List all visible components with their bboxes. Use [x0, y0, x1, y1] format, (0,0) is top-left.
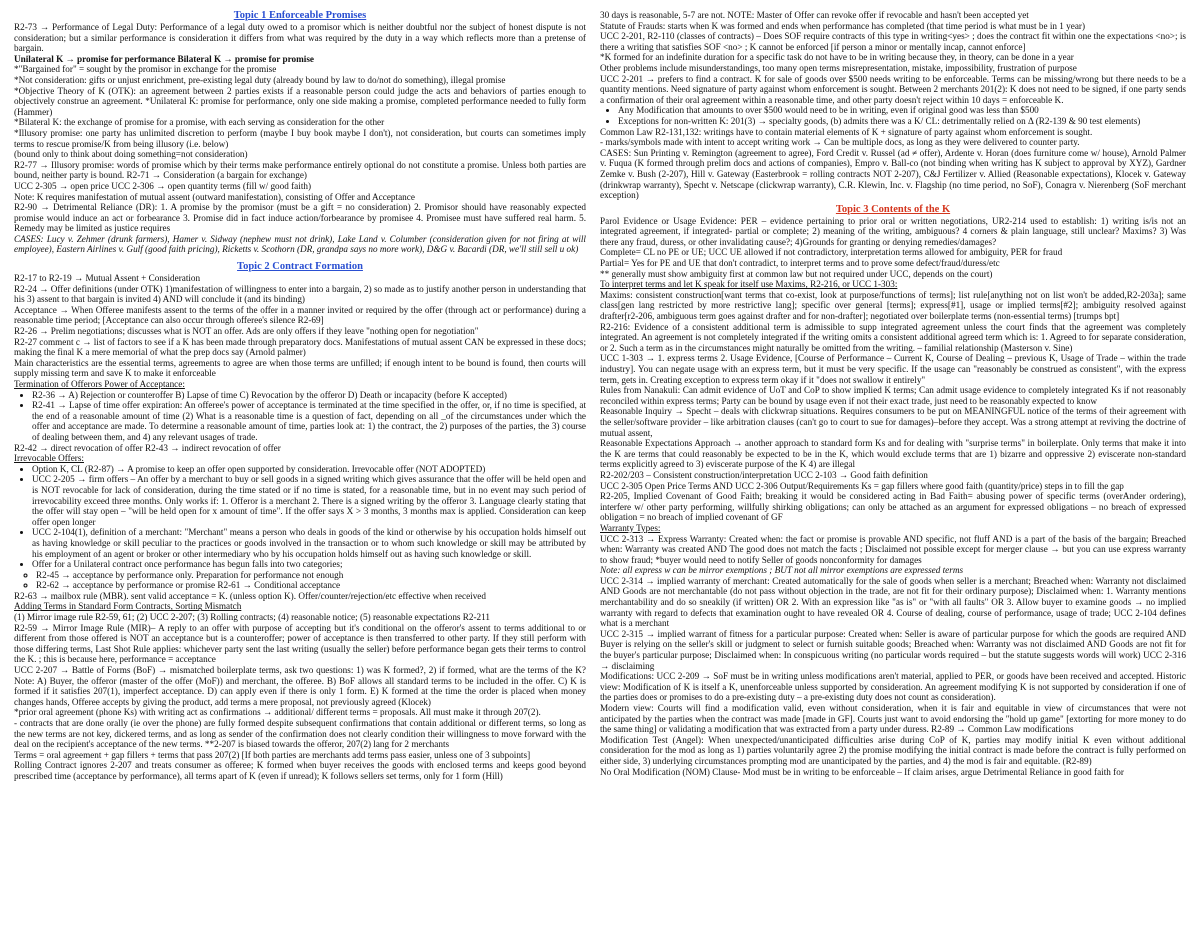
paragraph: (1) Mirror image rule R2-59, 61; (2) UCC 2-207; (3) Rolling contracts; (4) reasonable notice; (5) reasonable expectations R2-211 [14, 612, 490, 623]
paragraph: UCC 2-315 → implied warrant of fitness for a particular purpose: Created when: Seller is aware of particular purpose for which the goods are required AND Buyer is relying on the seller's skill or judgment to select or furnish suitable goods; Breached when: Warranty was not disclaimed AND Goods are not fit for the buyer's particular purpose; Disclaimed when: In conspicuous writing (no particular words required – but the statute suggests words will work) UCC 2-316 → disclaiming [600, 628, 1186, 671]
paragraph: R2-26 → Prelim negotiations; discusses what is NOT an offer. Ads are only offers if they leave "nothing open for negotiation" [14, 326, 479, 337]
paragraph: R2-205, Implied Covenant of Good Faith; breaking it would be considered acting in Bad Faith= abusing power of specific terms (overAnder ordering), interfere w/ other party performing, willfully shirking obligations; can only be attached as an argument for expressed obligations – no breach of expressed obligation = no breach of implied covenant of GF [600, 491, 1186, 523]
paragraph: Partial= Yes for PE and UE that don't contradict, to interpret terms and to prove some defect/fraud/duress/etc [600, 258, 1000, 269]
paragraph: R2-24 → Offer definitions (under OTK) 1)manifestation of willingness to enter into a bargain, 2) so made as to justify another person in understanding that his 3) assent to that bargain is invited 4) AND will conclude it (and its binding) [14, 283, 586, 305]
paragraph: R2-42 → direct revocation of offer R2-43 → indirect revocation of offer [14, 442, 281, 453]
topic-3-body [600, 216, 1186, 777]
paragraph: Reasonable Inquiry → Specht – deals with clickwrap situations. Requires consumers to be put on MEANINGFUL notice of the terms of their agreement with the seller/software provider – like arbitration clauses (can't go to court to sue for damages)–before they accept. Was a strong attempt at reviving the doctrine of mutual assent, [600, 406, 1186, 438]
paragraph: - contracts that are done orally (ie over the phone) are fully formed despite subsequent confirmations that contain additional or different terms, so long as the new terms are not key, dickered terms, and as long as sender of the confirmation does not clearly condition their willingness to move forward with the deal on the recipient's acceptance of the new terms. **2-207 is biased towards the offeror, 207(2) lang for 2 merchants [14, 718, 586, 750]
paragraph: Parol Evidence or Usage Evidence: PER – evidence pertaining to prior oral or written negotiations, UR2-214 used to establish: 1) writing is/is not an integrated agreement, if integrated- partial or complete; 2) meaning of the writing, ambiguous? 4 corners & plain language, still unclear? Maxims? 3) Was there any fraud, duress, or other invalidating cause?; 4)Grounds for granting or denying remedies/damages? [600, 215, 1186, 247]
paragraph: (bound only to think about doing something=not consideration) [14, 149, 248, 160]
paragraph: Unilateral K → promise for performance Bilateral K → promise for promise [14, 53, 314, 64]
topic-2-heading: Topic 2 Contract Formation [237, 261, 363, 273]
paragraph: No Oral Modification (NOM) Clause- Mod must be in writing to be enforceable – If claim arises, argue Detrimental Reliance in good faith for [600, 766, 1124, 777]
paragraph: Complete= CL no PE or UE; UCC UE allowed if not contradictory, interpretation terms allowed for ambiguity, PER for fraud [600, 247, 1063, 258]
paragraph: ** generally must show ambiguity first at common law but not required under UCC, depends on the court) [600, 268, 993, 279]
list-item: ◦ R2-62 → acceptance by performance or promise R2-61 → Conditional acceptance [36, 580, 586, 591]
paragraph: R2-59 → Mirror Image Rule (MIR)– A reply to an offer with purpose of accepting but it's conditional on the offeror's assent to terms additional to or different from those offered is NOT an acceptance but is a counteroffer; power of acceptance is then transferred to other party. If they still perform with those differing terms, Last Shot Rule applies: whichever party sent the last writing (usually the seller) before performance began gets their terms to control the K. ; this is because here, performance = acceptance [14, 622, 586, 665]
paragraph: Note: K requires manifestation of mutual assent (outward manifestation), consisting of Offer and Acceptance [14, 191, 415, 202]
paragraph: UCC 2-313 → Express Warranty: Created when: the fact or promise is provable AND specific, not fluff AND is a part of the basis of the bargain; Breached when: Warranty was created AND The good does not match the facts ; Disclaimed not possible except for merger clause → but you can use express warranty to show fraud; *buyer would need to notify Seller of goods nonconformity for damages [600, 533, 1186, 565]
paragraph: R2-216: Evidence of a consistent additional term is admissible to supp integrated agreement unless the court finds that the agreement was completely integrated. An agreement is not completely integrated if the writing omits a consistent additional agreed term which is: 1. Agreed to for separate consideration, or 2. Such a term as in the circumstances might naturally be omitted from the writing. – familial relationship (Masterson v. Sine) [600, 321, 1186, 353]
paragraph: Note: all express w can be mirror exemptions ; BUT not all mirror exemptions are expressed terms [600, 565, 964, 576]
paragraph: UCC 2-207 → Battle of Forms (BoF) → mismatched boilerplate terms, ask two questions: 1) was K formed?, 2) if formed, what are the terms of the K? Note: A) Buyer, the offeror (master of the offer (MoF)) and merchant, the offeree. B) BoF allows all standard terms to be included in the offer. C) K is formed if it satisfies 207(1), imperfect acceptance. D) can apply even if there is only 1 form. E) K formed at the time the order is placed when money changes hands, Offeree accepts by giving the product, add terms a mere proposal, not previously agreed (Klocek) [14, 665, 586, 707]
paragraph: UCC 2-201, R2-110 (classes of contracts) – Does SOF require contracts of this type in writing<yes> ; does the contract fit within one the expectations <no>; is there a writing that satisfies SOF <no> ; K cannot be enforced [if person a minor or mentally incap, cannot enforce] [600, 31, 1186, 52]
list-item: • UCC 2-205 → firm offers – An offer by a merchant to buy or sell goods in a signed writing which gives assurance that the offer will be held open and is NOT revocable for lack of consideration, during the time stated or if no time is stated, for a reasonable time, but in no event may such period of irrevocability exceed three months. Only works if: 1. Offeror is a merchant 2. There is a signed writing by the offeror 3. Language clearly stating that the offer will stay open – "will be held open for x amount of time". If the offer says X > 3 months, 3 months max is applied. Consideration can keep offer open longer [32, 474, 586, 527]
list-item: • Offer for a Unilateral contract once performance has begun falls into two categories; [32, 559, 586, 570]
topic-2-body [14, 273, 586, 782]
paragraph: R2-63 → mailbox rule (MBR). sent valid acceptance = K. (unless option K). Offer/counter/rejection/etc effective when received [14, 590, 486, 601]
list-item: ◦ R2-45 → acceptance by performance only. Preparation for performance not enough [36, 570, 586, 581]
paragraph: Other problems include misunderstandings, too many open terms misrepresentation, mistake, impossibility, frustration of purpose [600, 62, 1077, 73]
paragraph: 30 days is reasonable, 5-7 are not. NOTE: Master of Offer can revoke offer if revocable and hasn't been accepted yet [600, 10, 1029, 20]
topic-1-body [14, 22, 586, 255]
paragraph: Rolling Contract ignores 2-207 and treats consumer as offeree; K formed when buyer receives the goods with enclosed terms and keeps good beyond prescribed time (acceptance by performance), all terms apart of K (even if unread); K follows sellers set terms, only for 1 form (Hill) [14, 760, 586, 781]
paragraph: R2-202/203 – Consistent construction/interpretation UCC 2-103 → Good faith definition [600, 469, 928, 480]
paragraph: UCC 1-303 → 1. express terms 2. Usage Evidence, [Course of Performance – Current K, Course of Dealing – previous K, Usage of Trade – within the trade industry]. You can negate usage with an express term, but it must be very specific. If the usage can "reasonably be construed as consistent", with the express term, gets in. Creating exception to express term okay if it "does not swallow it entirely" [600, 353, 1186, 385]
right-column [600, 10, 1186, 777]
topic-3-heading: Topic 3 Contents of the K [835, 203, 951, 215]
unilateral-list [14, 570, 586, 591]
paragraph: To interpret terms and let K speak for itself use Maxims, R2-216, or UCC 1-303: [600, 279, 898, 290]
list-item: • UCC 2-104(1), definition of a merchant: "Merchant" means a person who deals in goods of the kind or otherwise by his occupation holds himself out as having knowledge or skill peculiar to the practices or goods involved in the transaction or to whom such knowledge or skill may be attributed by his employment of an agent or broker or other intermediary who by his occupation holds himself out as having such knowledge or skill. [32, 527, 586, 559]
list-item: • Any Modification that amounts to over $500 would need to be in writing, even if original good was less than $500 [618, 105, 1186, 116]
termination-list [14, 390, 586, 443]
left-column [14, 10, 586, 782]
paragraph: R2-90 → Detrimental Reliance (DR): 1. A promise by the promisor (must be a gift = no consideration) 2. Promisor should have reasonably expected promise would induce an act or forbearance 3. Promise did in fact induce action/forbearance by promisee 4. Promisee must have suffered real harm. 5. Remedy may be limited as justice requires [14, 202, 586, 234]
paragraph: Modifications: UCC 2-209 → SoF must be in writing unless modifications aren't material, applied to PER, or goods have been received and accepted. Historic view: Modification of K is itself a K, unenforceable unless supported by consideration. An agreement modifying K is not supported by consideration if one of the parties does or promises to do a pre-existing duty – a pre-existing duty does not count as consideration). [600, 671, 1186, 703]
paragraph: R2-27 comment c → list of factors to see if a K has been made through preparatory docs. Manifestations of mutual assent CAN be expressed in these docs; making the final K a mere memorial of what the prep docs say (Arnold palmer) [14, 336, 586, 358]
irrevocable-offers-list [14, 464, 586, 570]
paragraph: *Bilateral K: the exchange of promise for a promise, with each serving as consideration for the other [14, 117, 385, 128]
topic-1-heading: Topic 1 Enforceable Promises [233, 10, 367, 21]
paragraph: CASES: Sun Printing v. Remington (agreement to agree), Ford Credit v. Russel (ad ≠ offer), Ardente v. Horan (does furniture come w/ house), Arnold Palmer v. Fuqua (K formed through prelim docs and actions of companies), Empro v. Ball-co (not binding when writing has K subject to approval by XYZ), Gardner Zemke v. Bush (2-207), Hill v. Gateway (Easterbrook = rolling contracts NOT 2-207), C&J Fertilizer v. Allied (Reasonable expectations), Klocek v. Gateway (drinkwrap warranty), Specht v. Netscape (clickwrap warranty), C.R. Klewin, Inc. v. Flagship (no time period, no SoF), Conagra v. Nierenberg (SoF merchant exception) [600, 147, 1186, 201]
paragraph: Modern view: Courts will find a modification valid, even without consideration, when it is fair and equitable in view of circumstances that were not anticipated by the parties when the contract was made [made in GF]. Courts just want to avoid endorsing the "hold up game" [extorting for more money to do the same thing] or validating a modification that was extracted from a party under duress. R2-89 → Common Law modifications [600, 703, 1186, 735]
paragraph: R2-77 → Illusory promise: words of promise which by their terms make performance entirely optional do not constitute a promise. Unless both parties are bound, neither party is bound. R2-71 → Consideration (a bargain for exchange) [14, 159, 586, 181]
paragraph: R2-17 to R2-19 → Mutual Assent + Consideration [14, 273, 201, 284]
paragraph: *Not consideration: gifts or unjust enrichment, pre-existing legal duty (already bound by law to do/not do something), illegal promise [14, 74, 506, 85]
paragraph: Main characteristics are the essential terms, agreements to agree are when those terms are unfilled; if enough intent to be bound is found, then courts will supply missing term and save K to make it enforceable [14, 357, 586, 379]
paragraph: *K formed for an indefinite duration for a specific task do not have to be in writing because they, in theory, can be done in a year [600, 52, 1074, 63]
paragraph: Irrevocable Offers: [14, 453, 84, 464]
paragraph: Termination of Offerors Power of Acceptance: [14, 379, 185, 389]
paragraph: Adding Terms in Standard Form Contracts, Sorting Mismatch [14, 601, 242, 612]
paragraph: Maxims: consistent construction[want terms that co-exist, look at purpose/functions of terms]; list rule[anything not on list won't be added,R2-203a]; same class[gen lang restricted by more restrictive lang]; specific over general [terms]; express[#1], usage or implied terms[#2]; ambiguity resolved against drafter[r2-206, ambiguous term goes against drafter and for non-drafter]; negotiated over boilerplate terms (non-essential terms) [trumps bpt] [600, 289, 1186, 322]
paragraph: UCC 2-305 → open price UCC 2-306 → open quantity terms (fill w/ good faith) [14, 180, 312, 191]
paragraph: Reasonable Expectations Approach → another approach to standard form Ks and for dealing with "surprise terms" in boilerplate. Only terms that make it into the K are terms that could reasonably be expected to be in the K, which would exclude terms that are 1) bizarre and oppressive 2) eviscerate non-standard terms explicitly agreed to 3) eviscerate purpose of the K 4) are illegal [600, 438, 1186, 470]
paragraph: Modification Test (Angel): When unexpected/unanticipated difficulties arise during CoP of K, parties may modify initial K even without additional consideration for the mod as long as 1) parties voluntarily agree 2) the promise modifying the initial contract is made before the contract is fully performed on either side, 3) underlying circumstances prompting mod are unanticipated by the parties, and 4) the mod is fair and equitable. (R2-89) [600, 734, 1186, 766]
paragraph: UCC 2-201 → prefers to find a contract. K for sale of goods over $500 needs writing to be enforceable. Terms can be missing/wrong but there needs to be a quantity mentions. Need signature of party against whom enforcement is sought. Between 2 merchants 201(2): K does not need to be signed, if one party sends a confirmation of their oral agreement within a reasonable time, and other party doesn't reject within 10 days = enforceable K. [600, 73, 1186, 105]
paragraph: CASES: Lucy v. Zehmer (drunk farmers), Hamer v. Sidway (nephew must not drink), Lake Land v. Columber (consideration given for not firing at will employee), Eastern Airlines v. Gulf (good faith pricing), Ricketts v. Scothorn (DR, grandpa says no more work), D&G v. Bacardi (DR, we'll still sell u ok) [14, 233, 586, 255]
list-item: • Option K, CL (R2-87) → A promise to keep an offer open supported by consideration. Irrevocable offer (NOT ADOPTED) [32, 464, 586, 475]
topic-2-continued [600, 10, 1186, 201]
list-item: • R2-36 → A) Rejection or counteroffer B) Lapse of time C) Revocation by the offeror D) Death or incapacity (before K accepted) [32, 390, 586, 401]
paragraph: - marks/symbols made with intent to accept writing work → Can be multiple docs, as long as they were delivered to counter party. [600, 137, 1080, 148]
paragraph: *prior oral agreement (phone Ks) with writing act as confirmations → additional/ different terms = proposals. All must make it through 207(2). [14, 707, 541, 718]
paragraph: *"Bargained for" = sought by the promisor in exchange for the promise [14, 64, 277, 75]
paragraph: *Objective Theory of K (OTK): an agreement between 2 parties exists if a reasonable person could judge the acts and behaviors of parties enough to objectively construe an agreement. *Unilateral K: promise for performance, only one side making a promise, completed performance needed to fully form (Hammer) [14, 85, 586, 117]
list-item: • R2-41 → Lapse of time offer expiration: An offeree's power of acceptance is terminated at the time specified in the offer, or, if no time is specified, at the end of a reasonable amount of time (2) What is a reasonable time is a question of fact, depending on all _of the circumstances under which the offer and acceptance are made. To determine a reasonable amount of time, parties look at: 1) the contract, the 2) purposes of the parties, the 3) course of dealing between them, and 4) any relevant usages of trade. [32, 400, 586, 442]
paragraph: Rules from Nanakuli: Can admit evidence of UoT and CoP to show implied K terms; Can admit usage evidence to completely integrated Ks if not reasonably reconciled within express terms; Party can be bound by usage even if not their exact trade, just need to be reasonably expected to know [600, 385, 1186, 406]
paragraph: Acceptance → When Offeree manifests assent to the terms of the offer in a manner invited or required by the offer (through act or performance) during a reasonable time period; [Acceptance can also occur through offeree's silence R2-69] [14, 304, 586, 326]
list-item: • Exceptions for non-written K: 201(3) → specialty goods, (b) admits there was a K/ CL: detrimentally relied on Δ (R2-139 & 90 test elements) [618, 116, 1186, 127]
paragraph: R2-73 → Performance of Legal Duty: Performance of a legal duty owed to a promisor which is neither doubtful nor the subject of honest dispute is not consideration; but a similar performance is consideration it differs from what was required by the duty in a way which reflects more than a pretense of bargain. [14, 22, 586, 54]
paragraph: UCC 2-305 Open Price Terms AND UCC 2-306 Output/Requirements Ks = gap fillers where good faith (quantity/price) steps in to fill the gap [600, 480, 1124, 491]
paragraph: Terms = oral agreement + gap fillers + terms that pass 207(2) [If both parties are merchants add terms pass easier, unless one of 3 subpoints] [14, 749, 531, 760]
paragraph: Common Law R2-131,132: writings have to contain material elements of K + signature of party against whom enforcement is sought. [600, 126, 1093, 137]
paragraph: Warranty Types: [600, 522, 661, 533]
paragraph: *Illusory promise: one party has unlimited discretion to perform (maybe I buy book maybe I don't), not consideration, but courts can sometimes imply terms to rescue promise/K from being illusory (i.e. below) [14, 127, 586, 149]
paragraph: Statute of Frauds: starts when K was formed and ends when performance has completed (that time period is what must be in 1 year) [600, 20, 1086, 31]
paragraph: UCC 2-314 → implied warranty of merchant: Created automatically for the sale of goods when seller is a merchant; Breached when: Warranty not disclaimed AND Goods are not merchantable (do not pass without objection in the trade, are not fit for their ordinary purpose); Disclaimed when: 1. Warranty mentions merchantability and do so sneakily (if written) OR 2. With an expression like "as is" or "with all faults" OR 3. Allow buyer to examine goods → no implied warranty with regard to defects that examination ought to have revealed OR 4. Course of dealing, course of performance, usage of trade; UCC 2-104 defines what is a merchant [600, 575, 1186, 629]
sof-list [600, 105, 1186, 126]
